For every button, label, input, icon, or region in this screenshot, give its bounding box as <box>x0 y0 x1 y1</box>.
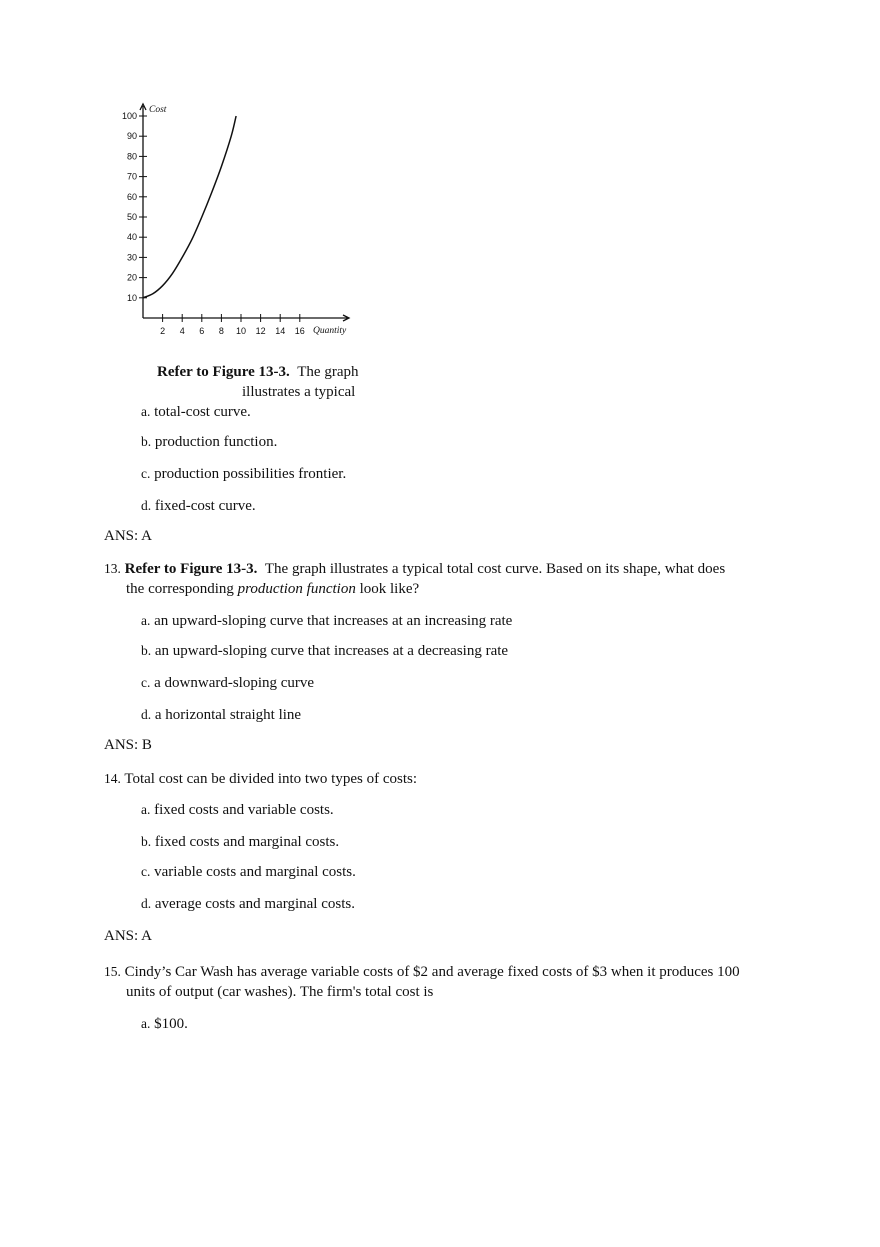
q13-number: 13. <box>104 561 121 576</box>
y-tick-label: 50 <box>126 212 137 222</box>
q12-option-c: c. production possibilities frontier. <box>141 466 347 482</box>
q15-option-a: a. $100. <box>141 1016 188 1032</box>
q14-option-d: d. average costs and marginal costs. <box>141 896 355 912</box>
y-tick-label: 90 <box>126 131 137 142</box>
x-axis-title: Quantity <box>313 326 347 336</box>
x-tick-label: 4 <box>179 326 185 336</box>
x-tick-label: 12 <box>255 326 266 336</box>
x-tick-label: 6 <box>199 326 205 336</box>
q13-stem-line2: the corresponding production function look like? <box>126 581 420 597</box>
q15-number: 15. <box>104 964 121 979</box>
q13-stem: 13. Refer to Figure 13-3. The graph illustrates a typical total cost curve. Based on its shape, what does <box>104 561 726 577</box>
q14-option-a: a. fixed costs and variable costs. <box>141 802 334 818</box>
q15-stem-line2: units of output (car washes). The firm's total cost is <box>126 984 434 1000</box>
x-tick-label: 2 <box>160 326 166 336</box>
q12-stem-line2: illustrates a typical <box>242 384 356 400</box>
y-tick-label: 20 <box>126 272 137 283</box>
y-tick-label: 60 <box>126 191 137 202</box>
y-tick-label: 30 <box>126 252 137 263</box>
x-tick-label: 10 <box>235 326 247 336</box>
q14-answer: ANS: A <box>104 928 152 944</box>
q13-option-a: a. an upward-sloping curve that increases at an increasing rate <box>141 613 513 629</box>
y-tick-label: 100 <box>121 111 137 121</box>
y-tick-label: 40 <box>126 232 137 243</box>
q14-stem: 14. Total cost can be divided into two types of costs: <box>104 771 418 787</box>
q13-option-b: b. an upward-sloping curve that increases at a decreasing rate <box>141 643 509 659</box>
q13-answer: ANS: B <box>104 737 152 753</box>
x-tick-label: 16 <box>294 326 305 336</box>
y-axis-title: Cost <box>149 105 167 115</box>
q12-option-a: a. total-cost curve. <box>141 404 251 420</box>
total-cost-chart <box>100 96 360 346</box>
q12-figure-ref: Refer to Figure 13-3. <box>157 364 290 380</box>
y-tick-label: 70 <box>126 171 137 182</box>
chart-axes <box>140 104 349 321</box>
q13-option-c: c. a downward-sloping curve <box>141 675 315 691</box>
q12-option-d: d. fixed-cost curve. <box>141 498 256 514</box>
q14-option-b: b. fixed costs and marginal costs. <box>141 834 340 850</box>
y-tick-label: 80 <box>126 151 137 162</box>
x-tick-label: 8 <box>218 326 224 336</box>
q14-number: 14. <box>104 771 121 786</box>
q14-option-c: c. variable costs and marginal costs. <box>141 864 356 880</box>
q12-stem-text: The graph <box>297 364 359 380</box>
y-tick-label: 10 <box>126 292 137 303</box>
q13-figure-ref: Refer to Figure 13-3. <box>124 561 258 577</box>
q12-option-b: b. production function. <box>141 434 278 450</box>
x-tick-label: 14 <box>275 326 286 336</box>
q13-option-d: d. a horizontal straight line <box>141 707 302 723</box>
total-cost-curve <box>143 116 236 298</box>
q12-answer: ANS: A <box>104 528 152 544</box>
q12-stem <box>157 363 358 381</box>
q15-stem: 15. Cindy’s Car Wash has average variable costs of $2 and average fixed costs of $3 when it produces 100 <box>104 964 740 980</box>
